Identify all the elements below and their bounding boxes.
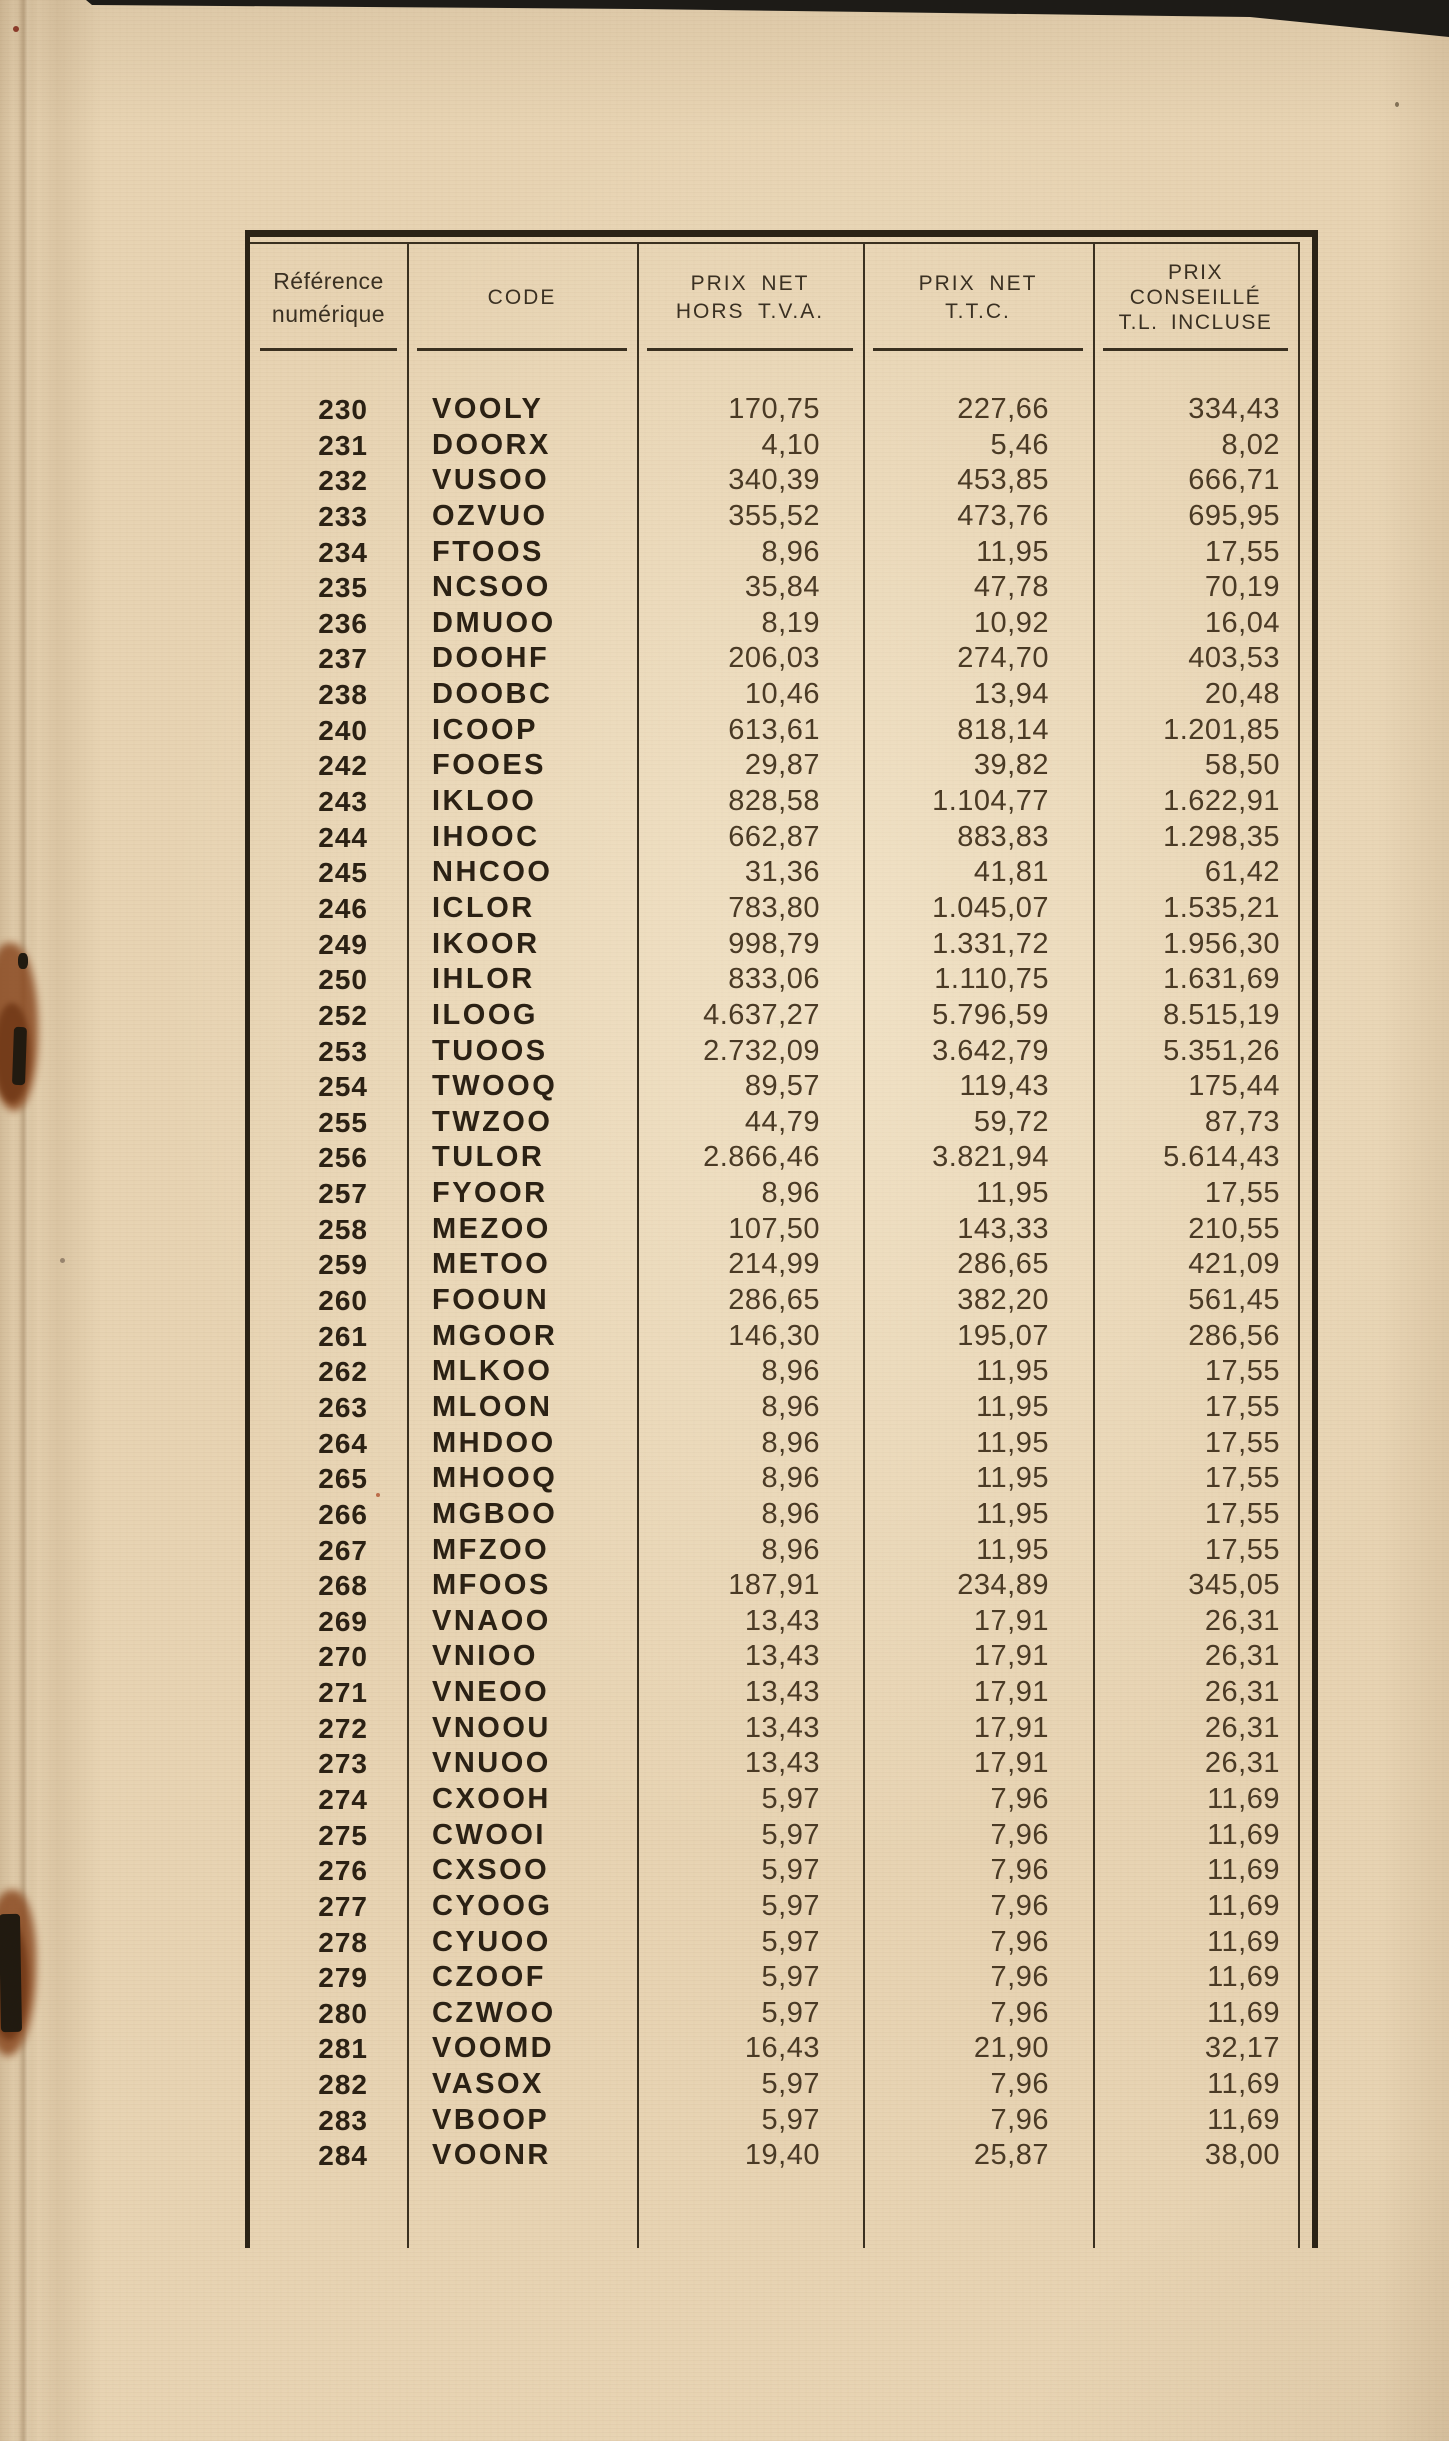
code-cell: IKOOR: [432, 927, 540, 960]
ref-cell: 249: [318, 928, 368, 960]
price-ttc-cell: 59,72: [973, 1105, 1049, 1138]
code-cell: MHDOO: [432, 1426, 556, 1459]
code-cell: OZVUO: [432, 499, 548, 532]
price-ht-cell: 355,52: [728, 499, 820, 532]
price-table: [245, 230, 1318, 2248]
ref-cell: 234: [318, 536, 368, 568]
staple-icon: [18, 953, 28, 969]
price-ht-cell: 4,10: [761, 428, 820, 461]
price-ttc-cell: 10,92: [973, 606, 1049, 639]
code-cell: NHCOO: [432, 856, 553, 889]
staple-icon: [12, 1027, 27, 1085]
price-ttc-cell: 7,96: [990, 1961, 1049, 1994]
code-cell: ICOOP: [432, 713, 538, 746]
ref-cell: 238: [318, 679, 368, 711]
code-cell: CWOOI: [432, 1818, 546, 1851]
price-ht-cell: 13,43: [744, 1640, 820, 1673]
header-prix-net-ttc: [863, 244, 1093, 351]
ref-cell: 260: [318, 1285, 368, 1317]
price-ttc-cell: 473,76: [957, 499, 1049, 532]
header-text: PRIX: [1167, 261, 1223, 284]
price-ttc-cell: 119,43: [959, 1070, 1049, 1103]
price-ht-cell: 662,87: [728, 820, 820, 853]
ref-cell: 281: [318, 2033, 368, 2065]
header-reference: [250, 244, 407, 351]
price-conseille-cell: 16,04: [1204, 606, 1280, 639]
code-cell: MLKOO: [432, 1355, 553, 1388]
price-ht-cell: 31,36: [744, 856, 820, 889]
code-cell: CZWOO: [432, 1996, 556, 2029]
staple-mark-upper: [0, 943, 48, 1113]
price-ttc-cell: 1.110,75: [934, 963, 1049, 996]
staple-mark-lower: [0, 1890, 44, 2058]
price-ht-cell: 13,43: [744, 1711, 820, 1744]
price-conseille-cell: 403,53: [1188, 642, 1280, 675]
price-ttc-cell: 883,83: [957, 820, 1049, 853]
price-ht-cell: 5,97: [761, 1925, 820, 1958]
code-cell: CYOOG: [432, 1889, 553, 1922]
price-conseille-cell: 5.614,43: [1163, 1141, 1280, 1174]
price-ttc-cell: 1.045,07: [932, 891, 1049, 924]
ref-cell: 244: [318, 821, 368, 853]
ref-cell: 264: [318, 1427, 368, 1459]
price-conseille-cell: 87,73: [1204, 1105, 1280, 1138]
price-conseille-cell: 345,05: [1188, 1569, 1280, 1602]
price-ht-cell: 8,96: [761, 1462, 820, 1495]
code-cell: VNIOO: [432, 1640, 538, 1673]
price-ht-cell: 107,50: [728, 1212, 820, 1245]
ref-cell: 284: [318, 2140, 368, 2172]
price-ttc-cell: 234,89: [957, 1569, 1049, 1602]
ref-cell: 261: [318, 1320, 368, 1352]
price-conseille-cell: 5.351,26: [1163, 1034, 1280, 1067]
price-conseille-cell: 32,17: [1204, 2032, 1280, 2065]
ref-cell: 253: [318, 1035, 368, 1067]
ref-cell: 276: [318, 1855, 368, 1887]
code-cell: IHOOC: [432, 820, 540, 853]
code-cell: MFOOS: [432, 1569, 551, 1602]
code-cell: VOONR: [432, 2139, 551, 2172]
price-ttc-cell: 7,96: [990, 1996, 1049, 2029]
code-cell: TUOOS: [432, 1034, 548, 1067]
price-conseille-cell: 8.515,19: [1163, 998, 1280, 1031]
price-conseille-cell: 334,43: [1188, 393, 1280, 425]
price-conseille-cell: 11,69: [1207, 2068, 1280, 2101]
price-conseille-cell: 1.956,30: [1163, 927, 1280, 960]
code-cell: FTOOS: [432, 535, 544, 568]
price-ttc-cell: 7,96: [990, 1818, 1049, 1851]
ref-cell: 280: [318, 1997, 368, 2029]
price-ttc-cell: 227,66: [957, 393, 1049, 425]
ref-cell: 235: [318, 572, 368, 604]
price-ht-cell: 286,65: [728, 1284, 820, 1317]
price-ht-cell: 13,43: [744, 1747, 820, 1780]
price-conseille-cell: 421,09: [1188, 1248, 1280, 1281]
code-cell: CZOOF: [432, 1961, 546, 1994]
code-cell: NCSOO: [432, 571, 551, 604]
price-ttc-cell: 7,96: [990, 1925, 1049, 1958]
price-ttc-cell: 382,20: [957, 1284, 1049, 1317]
code-cell: VNOOU: [432, 1711, 551, 1744]
price-ht-cell: 35,84: [744, 571, 820, 604]
price-ttc-cell: 11,95: [976, 1426, 1049, 1459]
price-ht-cell: 89,57: [744, 1070, 820, 1103]
price-ht-cell: 5,97: [761, 1818, 820, 1851]
price-ht-cell: 2.866,46: [703, 1141, 820, 1174]
header-code: [407, 244, 637, 351]
code-cell: CXSOO: [432, 1854, 550, 1887]
ref-cell: 272: [318, 1712, 368, 1744]
price-ttc-cell: 17,91: [973, 1604, 1049, 1637]
price-ttc-cell: 13,94: [973, 678, 1049, 711]
code-cell: CXOOH: [432, 1782, 551, 1815]
binding-crease: [18, 0, 32, 2441]
price-ttc-cell: 3.642,79: [932, 1034, 1049, 1067]
price-ttc-cell: 47,78: [973, 571, 1049, 604]
ref-cell: 274: [318, 1783, 368, 1815]
code-cell: MHOOQ: [432, 1462, 558, 1495]
price-conseille-cell: 17,55: [1204, 1390, 1280, 1423]
header-prix-net-ht: [637, 244, 863, 351]
ref-cell: 231: [318, 429, 368, 461]
price-conseille-cell: 26,31: [1204, 1640, 1280, 1673]
price-conseille-cell: 11,69: [1207, 1961, 1280, 1994]
price-ht-cell: 13,43: [744, 1604, 820, 1637]
price-conseille-cell: 11,69: [1207, 1854, 1280, 1887]
price-conseille-cell: 26,31: [1204, 1676, 1280, 1709]
price-ht-cell: 8,96: [761, 1426, 820, 1459]
price-ttc-cell: 7,96: [990, 2068, 1049, 2101]
price-ttc-cell: 11,95: [976, 1497, 1049, 1530]
price-conseille-cell: 17,55: [1204, 1497, 1280, 1530]
ref-cell: 278: [318, 1926, 368, 1958]
ref-cell: 277: [318, 1890, 368, 1922]
price-ttc-cell: 39,82: [973, 749, 1049, 782]
ref-cell: 233: [318, 500, 368, 532]
price-ht-cell: 5,97: [761, 1889, 820, 1922]
table-inner-frame: [250, 242, 1300, 2248]
header-text: CONSEILLÉ: [1129, 286, 1262, 309]
ref-cell: 271: [318, 1677, 368, 1709]
price-conseille-cell: 175,44: [1188, 1070, 1280, 1103]
price-conseille-cell: 26,31: [1204, 1604, 1280, 1637]
price-ht-cell: 828,58: [728, 785, 820, 818]
code-cell: ILOOG: [432, 998, 538, 1031]
price-conseille-cell: 561,45: [1188, 1284, 1280, 1317]
code-cell: VOOMD: [432, 2032, 555, 2065]
price-ttc-cell: 143,33: [957, 1212, 1049, 1245]
code-cell: FOOES: [432, 749, 547, 782]
price-ttc-cell: 17,91: [973, 1640, 1049, 1673]
ref-cell: 232: [318, 465, 368, 497]
ref-cell: 267: [318, 1534, 368, 1566]
code-cell: VNEOO: [432, 1676, 550, 1709]
price-ttc-cell: 818,14: [957, 713, 1049, 746]
code-cell: DMUOO: [432, 606, 556, 639]
ref-cell: 269: [318, 1605, 368, 1637]
scan-top-edge-shadow: [0, 0, 1449, 42]
price-conseille-cell: 695,95: [1188, 499, 1280, 532]
price-conseille-cell: 210,55: [1188, 1212, 1280, 1245]
price-ht-cell: 8,96: [761, 1177, 820, 1210]
header-text: HORS T.V.A.: [675, 299, 825, 323]
price-conseille-cell: 11,69: [1207, 1889, 1280, 1922]
staple-icon: [0, 1914, 22, 2032]
price-conseille-cell: 11,69: [1207, 2103, 1280, 2136]
price-ht-cell: 5,97: [761, 1782, 820, 1815]
code-cell: MFZOO: [432, 1533, 550, 1566]
price-ht-cell: 8,96: [761, 535, 820, 568]
ref-cell: 243: [318, 786, 368, 818]
header-text: CODE: [487, 285, 557, 309]
price-conseille-cell: 1.298,35: [1163, 820, 1280, 853]
code-cell: DOOHF: [432, 642, 550, 675]
price-ttc-cell: 3.821,94: [932, 1141, 1049, 1174]
price-conseille-cell: 26,31: [1204, 1711, 1280, 1744]
ref-cell: 273: [318, 1748, 368, 1780]
ref-cell: 236: [318, 607, 368, 639]
table-header-row: [250, 244, 1298, 351]
price-conseille-cell: 17,55: [1204, 1533, 1280, 1566]
ref-cell: 256: [318, 1142, 368, 1174]
ref-cell: 283: [318, 2104, 368, 2136]
price-ttc-cell: 286,65: [957, 1248, 1049, 1281]
paper-speck: [1395, 102, 1399, 107]
ref-cell: 255: [318, 1106, 368, 1138]
code-cell: VUSOO: [432, 464, 550, 497]
price-ttc-cell: 7,96: [990, 2103, 1049, 2136]
price-ttc-cell: 453,85: [957, 464, 1049, 497]
price-ht-cell: 613,61: [728, 713, 820, 746]
price-conseille-cell: 11,69: [1207, 1996, 1280, 2029]
price-ht-cell: 170,75: [728, 393, 820, 425]
price-ht-cell: 998,79: [728, 927, 820, 960]
price-ttc-cell: 274,70: [957, 642, 1049, 675]
ref-cell: 268: [318, 1570, 368, 1602]
price-conseille-cell: 17,55: [1204, 1426, 1280, 1459]
code-cell: TWOOQ: [432, 1070, 558, 1103]
price-ttc-cell: 11,95: [976, 1390, 1049, 1423]
code-cell: METOO: [432, 1248, 551, 1281]
price-ttc-cell: 25,87: [973, 2139, 1049, 2172]
price-ttc-cell: 11,95: [976, 1462, 1049, 1495]
price-conseille-cell: 17,55: [1204, 1355, 1280, 1388]
code-cell: MGBOO: [432, 1497, 558, 1530]
ref-cell: 270: [318, 1641, 368, 1673]
price-conseille-cell: 17,55: [1204, 535, 1280, 568]
header-text: T.T.C.: [945, 299, 1011, 323]
price-conseille-cell: 17,55: [1204, 1177, 1280, 1210]
paper-speck: [60, 1258, 65, 1263]
header-text: T.L. INCLUSE: [1118, 311, 1273, 334]
price-ht-cell: 4.637,27: [703, 998, 820, 1031]
price-conseille-cell: 11,69: [1207, 1782, 1280, 1815]
header-text: Référence: [273, 267, 384, 294]
price-conseille-cell: 58,50: [1204, 749, 1280, 782]
header-text: PRIX NET: [918, 271, 1038, 295]
ref-cell: 254: [318, 1071, 368, 1103]
code-cell: MLOON: [432, 1390, 553, 1423]
price-ht-cell: 19,40: [744, 2139, 820, 2172]
ref-cell: 259: [318, 1249, 368, 1281]
ref-cell: 257: [318, 1178, 368, 1210]
price-ht-cell: 10,46: [744, 678, 820, 711]
ref-cell: 262: [318, 1356, 368, 1388]
price-ht-cell: 5,97: [761, 1996, 820, 2029]
ref-cell: 279: [318, 1962, 368, 1994]
code-cell: DOOBC: [432, 678, 553, 711]
price-ht-cell: 8,96: [761, 1533, 820, 1566]
price-conseille-cell: 17,55: [1204, 1462, 1280, 1495]
code-cell: DOORX: [432, 428, 551, 461]
price-ht-cell: 5,97: [761, 1854, 820, 1887]
price-ht-cell: 16,43: [744, 2032, 820, 2065]
code-cell: VASOX: [432, 2068, 544, 2101]
price-ttc-cell: 5,46: [990, 428, 1049, 461]
code-cell: MEZOO: [432, 1212, 551, 1245]
price-ht-cell: 340,39: [728, 464, 820, 497]
price-conseille-cell: 8,02: [1221, 428, 1280, 461]
price-ht-cell: 187,91: [728, 1569, 820, 1602]
price-ht-cell: 783,80: [728, 891, 820, 924]
price-conseille-cell: 70,19: [1204, 571, 1280, 604]
code-cell: VBOOP: [432, 2103, 550, 2136]
code-cell: VNAOO: [432, 1604, 551, 1637]
ref-cell: 237: [318, 643, 368, 675]
price-conseille-cell: 26,31: [1204, 1747, 1280, 1780]
price-ht-cell: 8,19: [761, 606, 820, 639]
price-conseille-cell: 20,48: [1204, 678, 1280, 711]
price-ht-cell: 8,96: [761, 1497, 820, 1530]
ref-cell: 266: [318, 1498, 368, 1530]
header-text: numérique: [271, 300, 386, 327]
price-ttc-cell: 11,95: [976, 1533, 1049, 1566]
code-cell: VNUOO: [432, 1747, 551, 1780]
ref-cell: 246: [318, 892, 368, 924]
price-ttc-cell: 11,95: [976, 1355, 1049, 1388]
ref-cell: 240: [318, 714, 368, 746]
price-ttc-cell: 21,90: [973, 2032, 1049, 2065]
price-ht-cell: 5,97: [761, 1961, 820, 1994]
table-body: [250, 392, 1298, 2174]
code-cell: ICLOR: [432, 891, 535, 924]
ref-cell: 265: [318, 1463, 368, 1495]
header-text: PRIX NET: [690, 271, 810, 295]
price-ht-cell: 833,06: [728, 963, 820, 996]
code-cell: IHLOR: [432, 963, 535, 996]
code-cell: TWZOO: [432, 1105, 553, 1138]
price-ht-cell: 5,97: [761, 2103, 820, 2136]
price-ht-cell: 29,87: [744, 749, 820, 782]
price-ht-cell: 5,97: [761, 2068, 820, 2101]
ref-cell: 275: [318, 1819, 368, 1851]
code-cell: CYUOO: [432, 1925, 551, 1958]
price-conseille-cell: 38,00: [1204, 2139, 1280, 2172]
price-ttc-cell: 5.796,59: [932, 998, 1049, 1031]
price-ttc-cell: 195,07: [957, 1319, 1049, 1352]
price-ht-cell: 206,03: [728, 642, 820, 675]
price-ht-cell: 8,96: [761, 1390, 820, 1423]
price-conseille-cell: 11,69: [1207, 1925, 1280, 1958]
price-ttc-cell: 41,81: [973, 856, 1049, 889]
ref-cell: 263: [318, 1391, 368, 1423]
ref-cell: 242: [318, 750, 368, 782]
price-conseille-cell: 666,71: [1188, 464, 1280, 497]
code-cell: MGOOR: [432, 1319, 558, 1352]
price-ttc-cell: 1.331,72: [932, 927, 1049, 960]
price-ttc-cell: 1.104,77: [932, 785, 1049, 818]
price-conseille-cell: 286,56: [1188, 1319, 1280, 1352]
price-ttc-cell: 17,91: [973, 1711, 1049, 1744]
price-ht-cell: 13,43: [744, 1676, 820, 1709]
price-conseille-cell: 61,42: [1204, 856, 1280, 889]
price-conseille-cell: 1.201,85: [1163, 713, 1280, 746]
price-ttc-cell: 7,96: [990, 1854, 1049, 1887]
code-cell: TULOR: [432, 1141, 545, 1174]
price-ttc-cell: 17,91: [973, 1747, 1049, 1780]
header-prix-conseille: [1093, 244, 1298, 351]
price-ttc-cell: 17,91: [973, 1676, 1049, 1709]
code-cell: FYOOR: [432, 1177, 548, 1210]
code-cell: IKLOO: [432, 785, 537, 818]
ref-cell: 258: [318, 1213, 368, 1245]
code-cell: VOOLY: [432, 393, 544, 425]
price-conseille-cell: 1.631,69: [1163, 963, 1280, 996]
price-ttc-cell: 7,96: [990, 1889, 1049, 1922]
price-ttc-cell: 11,95: [976, 535, 1049, 568]
price-ht-cell: 2.732,09: [703, 1034, 820, 1067]
price-ttc-cell: 7,96: [990, 1782, 1049, 1815]
ref-cell: 252: [318, 999, 368, 1031]
price-conseille-cell: 1.622,91: [1163, 785, 1280, 818]
paper-speck: [13, 26, 19, 32]
ref-cell: 250: [318, 964, 368, 996]
ref-cell: 282: [318, 2069, 368, 2101]
price-ht-cell: 8,96: [761, 1355, 820, 1388]
price-ht-cell: 44,79: [744, 1105, 820, 1138]
price-conseille-cell: 11,69: [1207, 1818, 1280, 1851]
code-cell: FOOUN: [432, 1284, 550, 1317]
ref-cell: 245: [318, 857, 368, 889]
price-ht-cell: 146,30: [728, 1319, 820, 1352]
price-ttc-cell: 11,95: [976, 1177, 1049, 1210]
price-conseille-cell: 1.535,21: [1163, 891, 1280, 924]
price-ht-cell: 214,99: [728, 1248, 820, 1281]
ref-cell: 230: [318, 394, 368, 425]
